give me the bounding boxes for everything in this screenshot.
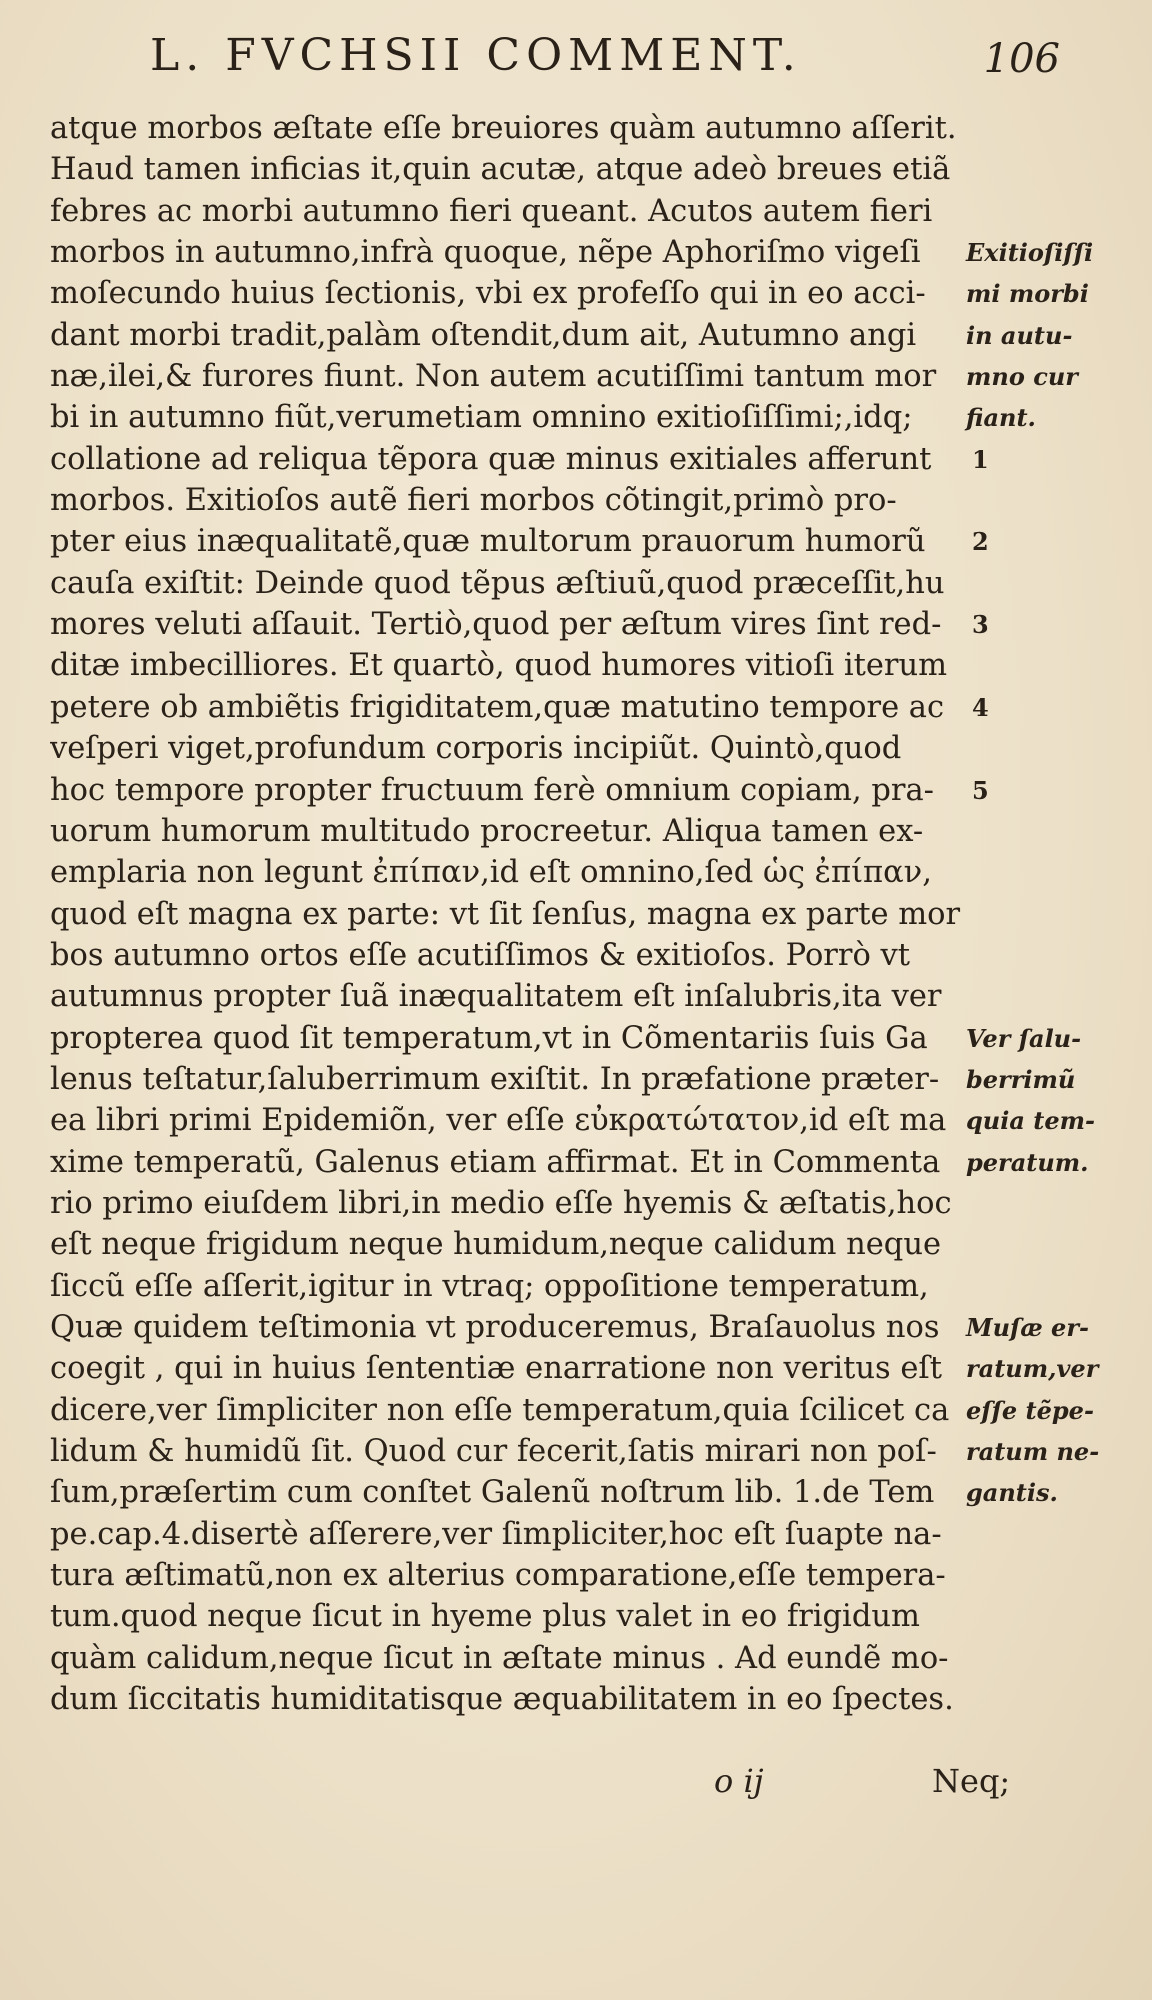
- folio-number: 106: [983, 36, 1060, 82]
- text-line: uorum humorum multitudo procreetur. Aliqua tamen ex-: [50, 813, 924, 849]
- text-line: petere ob ambiẽtis frigiditatem,quæ matutino tempore ac: [50, 689, 945, 725]
- text-line: bos autumno ortos eſſe acutiſſimos & exitioſos. Porrò vt: [50, 937, 911, 973]
- marginal-note-line: in autu-: [966, 320, 1073, 350]
- text-line: dant morbi tradit,palàm oſtendit,dum ait, Autumno angi: [50, 317, 917, 353]
- text-line: propterea quod ſit temperatum,vt in Cõmentariis ſuis Ga: [50, 1020, 928, 1056]
- text-line: ea libri primi Epidemiõn, ver eſſe εὐκρατώτατον,id eſt ma: [50, 1103, 947, 1139]
- text-line: morbos. Exitioſos autẽ fieri morbos cõtingit,primò pro-: [50, 483, 897, 519]
- marginal-note-line: ratum ne-: [966, 1437, 1100, 1466]
- text-line: moſecundo huius ſectionis, vbi ex profeſſo qui in eo acci-: [50, 276, 926, 312]
- text-line: ſum,præſertim cum conſtet Galenũ noſtrum lib. 1.de Tem: [50, 1475, 935, 1511]
- marginal-note-line: Ver ſalu-: [966, 1023, 1082, 1053]
- text-line: veſperi viget,profundum corporis incipiũt. Quintò,quod: [50, 731, 902, 767]
- catchword: Neq;: [932, 1762, 1011, 1800]
- text-line: lidum & humidũ ſit. Quod cur fecerit,ſatis mirari non poſ-: [50, 1434, 937, 1469]
- marginal-note-line: peratum.: [966, 1147, 1089, 1177]
- marginal-note-line: Exitioſiſſi: [966, 238, 1094, 268]
- marginal-note-line: fiant.: [966, 403, 1036, 433]
- text-line: morbos in autumno,infrà quoque, nẽpe Aphoriſmo vigeſi: [50, 235, 921, 271]
- marginal-number: 3: [972, 610, 989, 640]
- text-line: collatione ad reliqua tẽpora quæ minus exitiales afferunt: [50, 441, 932, 477]
- running-head: L. FVCHSII COMMENT.: [150, 30, 802, 81]
- text-line: pter eius inæqualitatẽ,quæ multorum prauorum humorũ: [50, 524, 926, 560]
- text-line: dum ſiccitatis humiditatisque æquabilitatem in eo ſpectes.: [50, 1682, 954, 1718]
- marginal-note-line: Muſæ er-: [966, 1312, 1089, 1342]
- marginal-note-line: eſſe tẽpe-: [966, 1395, 1094, 1425]
- marginal-notes: [966, 108, 1116, 1514]
- text-line: dicere,ver ſimpliciter non eſſe temperatum,quia ſcilicet ca: [50, 1392, 950, 1428]
- page-footer: [50, 1762, 1011, 1812]
- text-line: lenus teſtatur,ſaluberrimum exiſtit. In præfatione præter-: [50, 1061, 940, 1097]
- text-line: febres ac morbi autumno fieri queant. Acutos autem fieri: [50, 193, 933, 229]
- text-line: quod eſt magna ex parte: vt ſit ſenſus, magna ex parte mor: [50, 896, 961, 932]
- text-line: eſt neque frigidum neque humidum,neque calidum neque: [50, 1227, 942, 1263]
- text-line: bi in autumno fiũt,verumetiam omnino exitioſiſſimi;,idq;: [50, 400, 913, 436]
- text-line: tum.quod neque ſicut in hyeme plus valet in eo frigidum: [50, 1599, 920, 1635]
- text-line: Haud tamen inficias it,quin acutæ, atque adeò breues etiã: [50, 152, 951, 188]
- text-line: Quæ quidem teſtimonia vt produceremus, Braſauolus nos: [50, 1309, 940, 1345]
- marginal-number: 5: [972, 775, 989, 805]
- text-line: quàm calidum,neque ſicut in æſtate minus . Ad eundẽ mo-: [50, 1640, 949, 1676]
- text-line: rio primo eiuſdem libri,in medio eſſe hyemis & æſtatis,hoc: [50, 1185, 952, 1221]
- text-line: emplaria non legunt ἐπίπαν,id eſt omnino,ſed ὡς ἐπίπαν,: [50, 855, 932, 891]
- marginal-note-line: gantis.: [966, 1478, 1058, 1508]
- text-line: atque morbos æſtate eſſe breuiores quàm autumno aſſerit.: [50, 111, 957, 146]
- text-line: ſiccũ eſſe aſſerit,igitur in vtraq; oppoſitione temperatum,: [50, 1268, 929, 1304]
- text-line: cauſa exiſtit: Deinde quod tẽpus æſtiuũ,quod præceſſit,hu: [50, 565, 945, 601]
- marginal-number: 1: [972, 444, 989, 474]
- text-line: mores veluti aſſauit. Tertiò,quod per æſtum vires ſint red-: [50, 607, 942, 643]
- text-line: xime temperatũ, Galenus etiam affirmat. Et in Commenta: [50, 1144, 941, 1180]
- text-line: næ,ilei,& furores fiunt. Non autem acutiſſimi tantum mor: [50, 359, 937, 395]
- marginal-number: 2: [972, 527, 989, 557]
- text-line: hoc tempore propter fructuum ferè omnium copiam, pra-: [50, 772, 934, 808]
- page-header: [150, 30, 1060, 100]
- text-line: pe.cap.4.disertè aſſerere,ver ſimpliciter,hoc eſt ſuapte na-: [50, 1516, 942, 1552]
- main-text-block: [50, 108, 970, 1720]
- marginal-note-line: mi morbi: [966, 279, 1089, 309]
- marginal-note-line: ratum,ver: [966, 1354, 1099, 1384]
- marginal-note-line: quia tem-: [966, 1106, 1095, 1136]
- text-line: tura æſtimatũ,non ex alterius comparatione,eſſe tempera-: [50, 1558, 946, 1594]
- text-line: coegit , qui in huius ſententiæ enarratione non veritus eſt: [50, 1351, 942, 1387]
- text-line: ditæ imbecilliores. Et quartò, quod humores vitioſi iterum: [50, 648, 948, 684]
- text-line: autumnus propter ſuã inæqualitatem eſt inſalubris,ita ver: [50, 979, 942, 1015]
- signature-mark: o ij: [714, 1762, 764, 1800]
- marginal-note-line: mno cur: [966, 362, 1078, 392]
- marginal-number: 4: [972, 692, 989, 722]
- marginal-note-line: berrimũ: [966, 1064, 1076, 1094]
